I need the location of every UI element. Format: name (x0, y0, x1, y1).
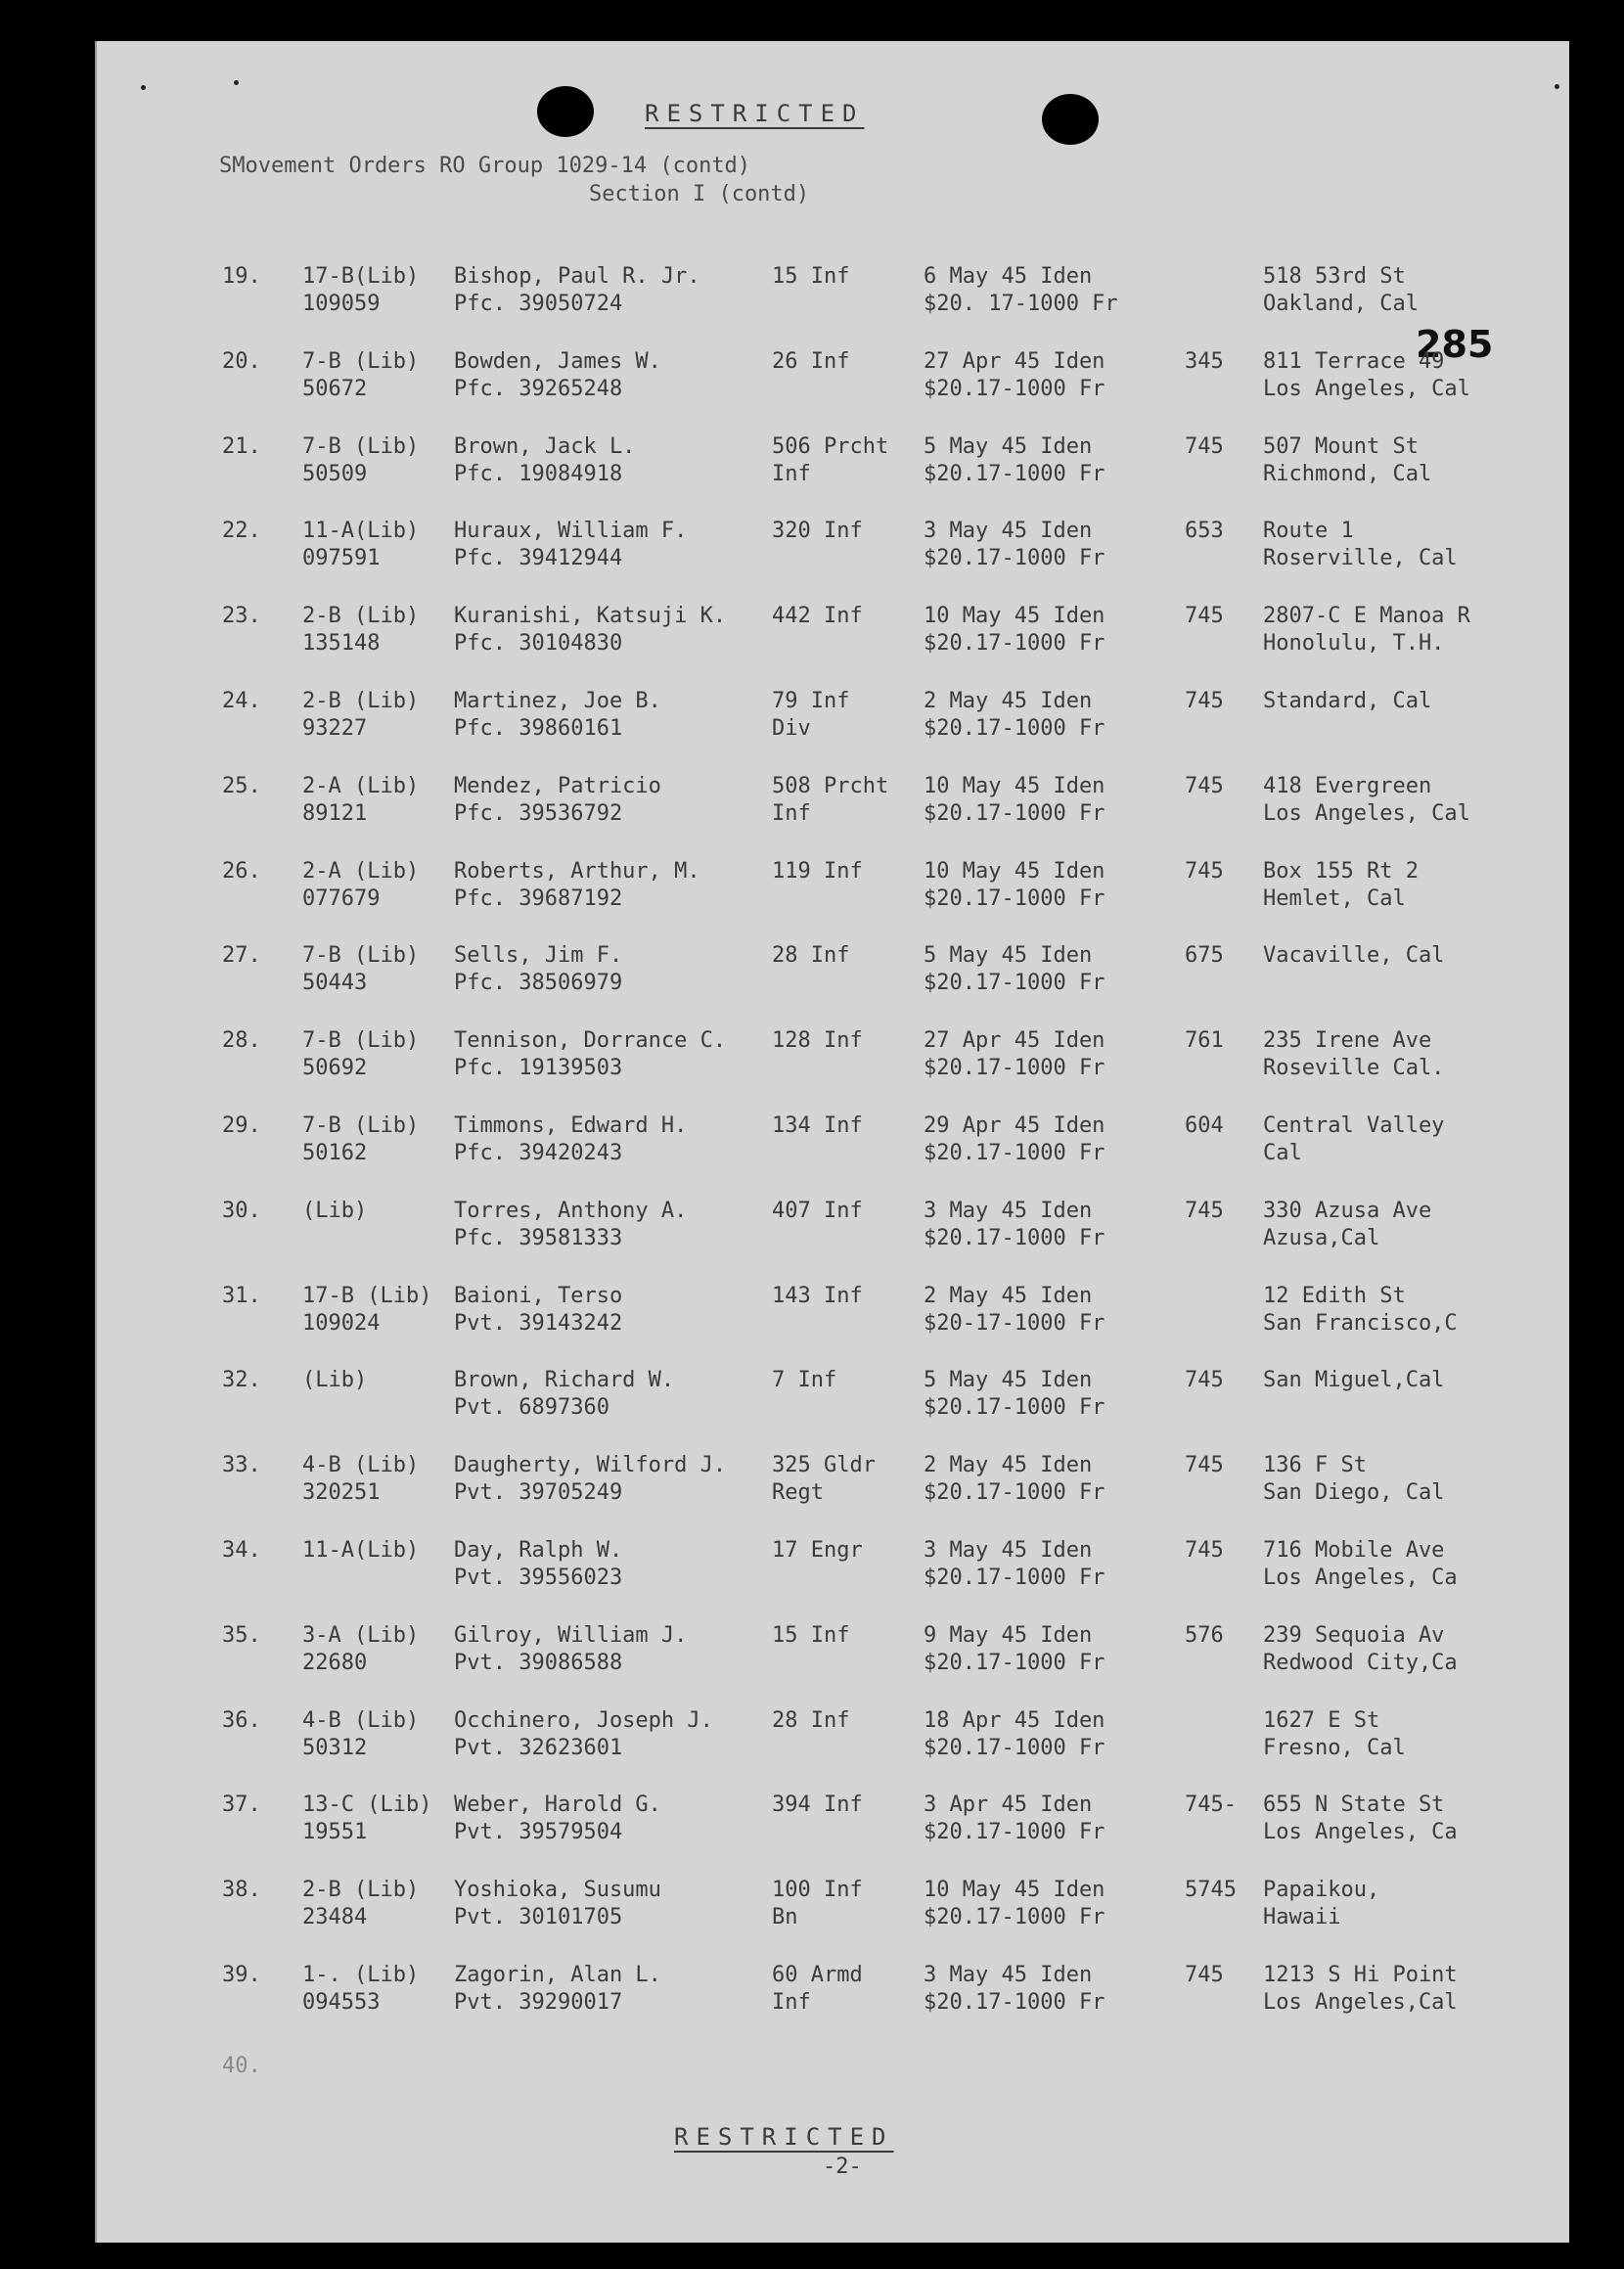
entry-number: 28. (222, 1028, 261, 1054)
soldier-name: Bowden, James W. (454, 348, 661, 374)
unit-serial: 89121 (302, 800, 368, 826)
unit-code: 7-B (Lib) (302, 1028, 420, 1054)
pay-info: $20.17-1000 Fr (924, 1650, 1105, 1675)
organization: 17 Engr (772, 1537, 863, 1563)
table-row (97, 518, 1569, 603)
organization: 128 Inf (772, 1028, 863, 1054)
address-line-2: Los Angeles, Ca (1263, 1820, 1458, 1845)
soldier-name: Torres, Anthony A. (454, 1198, 688, 1223)
address-line-2: Azusa,Cal (1263, 1225, 1380, 1250)
travel-code: 5745 (1185, 1878, 1237, 1903)
entry-number: 36. (222, 1707, 261, 1733)
pay-info: $20.17-1000 Fr (924, 546, 1105, 571)
rank-serial: Pfc. 39420243 (454, 1140, 623, 1165)
roster-list (97, 263, 1569, 2047)
rank-serial: Pfc. 39265248 (454, 376, 623, 401)
rank-serial: Pvt. 6897360 (454, 1395, 609, 1421)
travel-code: 745 (1185, 1537, 1224, 1563)
order-header-line: SMovement Orders RO Group 1029-14 (contd) (219, 154, 751, 178)
pay-info: $20.17-1000 Fr (924, 1989, 1105, 2015)
unit-serial: 22680 (302, 1650, 368, 1675)
release-date: 18 Apr 45 Iden (924, 1707, 1105, 1733)
pay-info: $20.17-1000 Fr (924, 885, 1105, 911)
pay-info: $20.17-1000 Fr (924, 1395, 1105, 1421)
travel-code: 345 (1185, 348, 1224, 374)
pay-info: $20.17-1000 Fr (924, 631, 1105, 657)
address-line-1: 655 N State St (1263, 1793, 1445, 1818)
address-line-2: Cal (1263, 1140, 1302, 1165)
table-row (97, 773, 1569, 858)
entry-number: 31. (222, 1283, 261, 1308)
release-date: 5 May 45 Iden (924, 1368, 1093, 1393)
unit-serial: 50443 (302, 971, 368, 996)
address-line-2: Oakland, Cal (1263, 292, 1419, 316)
travel-code: 761 (1185, 1028, 1224, 1054)
soldier-name: Timmons, Edward H. (454, 1112, 688, 1138)
soldier-name: Brown, Jack L. (454, 433, 636, 459)
release-date: 29 Apr 45 Iden (924, 1112, 1105, 1138)
rank-serial: Pvt. 39556023 (454, 1565, 623, 1590)
table-row (97, 1452, 1569, 1537)
rank-serial: Pfc. 39860161 (454, 715, 623, 741)
unit-code: 7-B (Lib) (302, 1112, 420, 1138)
table-row (97, 1622, 1569, 1707)
soldier-name: Tennison, Dorrance C. (454, 1028, 727, 1054)
unit-code: 7-B (Lib) (302, 943, 420, 969)
address-line-2: San Diego, Cal (1263, 1480, 1445, 1506)
release-date: 10 May 45 Iden (924, 1878, 1105, 1903)
pay-info: $20.17-1000 Fr (924, 800, 1105, 826)
address-line-2: Los Angeles, Ca (1263, 1565, 1458, 1590)
organization: 60 Armd (772, 1962, 863, 1987)
punch-hole (537, 86, 594, 137)
address-line-1: 716 Mobile Ave (1263, 1537, 1445, 1563)
unit-serial: 135148 (302, 631, 381, 657)
travel-code: 745 (1185, 1962, 1224, 1987)
unit-code: 13-C (Lib) (302, 1793, 432, 1818)
address-line-2: Los Angeles, Cal (1263, 800, 1470, 826)
address-line-1: 418 Evergreen (1263, 773, 1432, 798)
unit-serial: 19551 (302, 1820, 368, 1845)
table-row (97, 348, 1569, 433)
release-date: 10 May 45 Iden (924, 773, 1105, 798)
organization: 100 Inf (772, 1878, 863, 1903)
address-line-1: 507 Mount St (1263, 433, 1419, 459)
restricted-banner-top: RESTRICTED (645, 100, 865, 127)
organization-detail: Inf (772, 1989, 811, 2015)
rank-serial: Pvt. 30101705 (454, 1905, 623, 1930)
unit-code: 3-A (Lib) (302, 1622, 420, 1648)
table-row (97, 433, 1569, 519)
address-line-1: 518 53rd St (1263, 264, 1406, 289)
rank-serial: Pfc. 39581333 (454, 1225, 623, 1250)
pay-info: $20. 17-1000 Fr (924, 292, 1118, 316)
organization: 119 Inf (772, 858, 863, 884)
rank-serial: Pvt. 39290017 (454, 1989, 623, 2015)
travel-code: 745 (1185, 858, 1224, 884)
unit-serial: 109024 (302, 1310, 381, 1336)
entry-number: 23. (222, 604, 261, 629)
section-header-line: Section I (contd) (589, 182, 810, 206)
travel-code: 745 (1185, 1198, 1224, 1223)
address-line-2: Los Angeles, Cal (1263, 376, 1470, 401)
organization: 407 Inf (772, 1198, 863, 1223)
rank-serial: Pvt. 39579504 (454, 1820, 623, 1845)
address-line-1: 12 Edith St (1263, 1283, 1406, 1308)
release-date: 10 May 45 Iden (924, 604, 1105, 629)
rank-serial: Pfc. 30104830 (454, 631, 623, 657)
rank-serial: Pvt. 39086588 (454, 1650, 623, 1675)
address-line-2: Honolulu, T.H. (1263, 631, 1445, 657)
soldier-name: Weber, Harold G. (454, 1793, 661, 1818)
rank-serial: Pvt. 39143242 (454, 1310, 623, 1336)
pay-info: $20.17-1000 Fr (924, 715, 1105, 741)
address-line-1: Route 1 (1263, 519, 1354, 544)
table-row (97, 1198, 1569, 1283)
soldier-name: Baioni, Terso (454, 1283, 623, 1308)
travel-code: 604 (1185, 1112, 1224, 1138)
address-line-2: Richmond, Cal (1263, 461, 1432, 486)
unit-code: 7-B (Lib) (302, 348, 420, 374)
organization-detail: Regt (772, 1480, 824, 1506)
unit-serial: 50312 (302, 1735, 368, 1760)
pay-info: $20-17-1000 Fr (924, 1310, 1105, 1336)
speck (141, 85, 146, 90)
unit-code: 17-B (Lib) (302, 1283, 432, 1308)
release-date: 6 May 45 Iden (924, 264, 1093, 289)
organization: 7 Inf (772, 1368, 837, 1393)
entry-number: 30. (222, 1198, 261, 1223)
unit-serial: 097591 (302, 546, 381, 571)
pay-info: $20.17-1000 Fr (924, 1225, 1105, 1250)
unit-code: 2-A (Lib) (302, 773, 420, 798)
unit-code: 4-B (Lib) (302, 1453, 420, 1478)
table-row (97, 603, 1569, 688)
travel-code: 745- (1185, 1793, 1237, 1818)
table-row (97, 1112, 1569, 1198)
table-row (97, 688, 1569, 773)
speck (1555, 84, 1559, 89)
table-row (97, 1877, 1569, 1962)
table-row (97, 1707, 1569, 1793)
rank-serial: Pfc. 19139503 (454, 1056, 623, 1081)
address-line-2: Fresno, Cal (1263, 1735, 1406, 1760)
soldier-name: Kuranishi, Katsuji K. (454, 604, 727, 629)
address-line-2: Redwood City,Ca (1263, 1650, 1458, 1675)
unit-serial: 23484 (302, 1905, 368, 1930)
unit-code: 2-A (Lib) (302, 858, 420, 884)
unit-serial: 109059 (302, 292, 381, 316)
soldier-name: Gilroy, William J. (454, 1622, 688, 1648)
entry-number: 38. (222, 1878, 261, 1903)
soldier-name: Day, Ralph W. (454, 1537, 623, 1563)
soldier-name: Yoshioka, Susumu (454, 1878, 661, 1903)
address-line-1: San Miguel,Cal (1263, 1368, 1445, 1393)
organization: 15 Inf (772, 1622, 850, 1648)
document-page (95, 41, 1569, 2243)
table-row (97, 1792, 1569, 1877)
release-date: 27 Apr 45 Iden (924, 1028, 1105, 1054)
organization: 442 Inf (772, 604, 863, 629)
organization: 508 Prcht (772, 773, 889, 798)
soldier-name: Bishop, Paul R. Jr. (454, 264, 700, 289)
soldier-name: Martinez, Joe B. (454, 688, 661, 713)
unit-code: 2-B (Lib) (302, 688, 420, 713)
unit-code: 4-B (Lib) (302, 1707, 420, 1733)
pay-info: $20.17-1000 Fr (924, 376, 1105, 401)
table-row (97, 858, 1569, 943)
address-line-1: 811 Terrace 49 (1263, 348, 1445, 374)
pay-info: $20.17-1000 Fr (924, 1140, 1105, 1165)
organization: 28 Inf (772, 943, 850, 969)
rank-serial: Pfc. 39687192 (454, 885, 623, 911)
unit-code: 7-B (Lib) (302, 433, 420, 459)
organization: 143 Inf (772, 1283, 863, 1308)
release-date: 10 May 45 Iden (924, 858, 1105, 884)
unit-code: 17-B(Lib) (302, 264, 420, 289)
unit-serial: 320251 (302, 1480, 381, 1506)
restricted-banner-bottom: RESTRICTED (674, 2123, 894, 2151)
unit-code: 11-A(Lib) (302, 1537, 420, 1563)
rank-serial: Pvt. 39705249 (454, 1480, 623, 1506)
travel-code: 745 (1185, 1368, 1224, 1393)
address-line-1: Central Valley (1263, 1112, 1445, 1138)
organization: 325 Gldr (772, 1453, 876, 1478)
entry-number: 39. (222, 1962, 261, 1987)
entry-number: 27. (222, 943, 261, 969)
organization-detail: Inf (772, 800, 811, 826)
unit-serial: 50509 (302, 461, 368, 486)
punch-hole (1042, 94, 1099, 145)
entry-number: 37. (222, 1793, 261, 1818)
rank-serial: Pvt. 32623601 (454, 1735, 623, 1760)
table-row (97, 942, 1569, 1027)
address-line-1: Standard, Cal (1263, 688, 1432, 713)
entry-number: 33. (222, 1453, 261, 1478)
pay-info: $20.17-1000 Fr (924, 1735, 1105, 1760)
travel-code: 745 (1185, 433, 1224, 459)
soldier-name: Occhinero, Joseph J. (454, 1707, 713, 1733)
soldier-name: Mendez, Patricio (454, 773, 661, 798)
organization: 28 Inf (772, 1707, 850, 1733)
unit-serial: 50672 (302, 376, 368, 401)
release-date: 2 May 45 Iden (924, 688, 1093, 713)
address-line-2: Los Angeles,Cal (1263, 1989, 1458, 2015)
travel-code: 653 (1185, 519, 1224, 544)
unit-code: 1-. (Lib) (302, 1962, 420, 1987)
rank-serial: Pfc. 39412944 (454, 546, 623, 571)
entry-number: 19. (222, 264, 261, 289)
speck (234, 80, 239, 85)
entry-number: 32. (222, 1368, 261, 1393)
table-row (97, 1027, 1569, 1112)
soldier-name: Daugherty, Wilford J. (454, 1453, 727, 1478)
address-line-2: Roserville, Cal (1263, 546, 1458, 571)
organization: 134 Inf (772, 1112, 863, 1138)
pay-info: $20.17-1000 Fr (924, 1056, 1105, 1081)
entry-number: 35. (222, 1622, 261, 1648)
organization: 26 Inf (772, 348, 850, 374)
unit-code: 2-B (Lib) (302, 1878, 420, 1903)
address-line-1: Papaikou, (1263, 1878, 1380, 1903)
organization-detail: Div (772, 715, 811, 741)
unit-code: (Lib) (302, 1198, 368, 1223)
pay-info: $20.17-1000 Fr (924, 1480, 1105, 1506)
travel-code: 745 (1185, 604, 1224, 629)
address-line-2: Hawaii (1263, 1905, 1341, 1930)
rank-serial: Pfc. 39050724 (454, 292, 623, 316)
travel-code: 745 (1185, 688, 1224, 713)
address-line-1: 1213 S Hi Point (1263, 1962, 1458, 1987)
address-line-2: Roseville Cal. (1263, 1056, 1445, 1081)
entry-number: 25. (222, 773, 261, 798)
organization: 79 Inf (772, 688, 850, 713)
address-line-1: Vacaville, Cal (1263, 943, 1445, 969)
release-date: 3 Apr 45 Iden (924, 1793, 1093, 1818)
soldier-name: Brown, Richard W. (454, 1368, 675, 1393)
pay-info: $20.17-1000 Fr (924, 461, 1105, 486)
unit-serial: 077679 (302, 885, 381, 911)
rank-serial: Pfc. 38506979 (454, 971, 623, 996)
entry-number: 34. (222, 1537, 261, 1563)
unit-code: (Lib) (302, 1368, 368, 1393)
address-line-2: Hemlet, Cal (1263, 885, 1406, 911)
organization: 394 Inf (772, 1793, 863, 1818)
table-row (97, 1962, 1569, 2047)
travel-code: 745 (1185, 773, 1224, 798)
entry-number: 26. (222, 858, 261, 884)
address-line-1: 1627 E St (1263, 1707, 1380, 1733)
soldier-name: Roberts, Arthur, M. (454, 858, 700, 884)
travel-code: 745 (1185, 1453, 1224, 1478)
release-date: 5 May 45 Iden (924, 433, 1093, 459)
organization-detail: Inf (772, 461, 811, 486)
travel-code: 576 (1185, 1622, 1224, 1648)
trailing-entry-number: 40. (222, 2054, 261, 2078)
travel-code: 675 (1185, 943, 1224, 969)
unit-code: 2-B (Lib) (302, 604, 420, 629)
pay-info: $20.17-1000 Fr (924, 1905, 1105, 1930)
release-date: 2 May 45 Iden (924, 1453, 1093, 1478)
table-row (97, 263, 1569, 348)
release-date: 5 May 45 Iden (924, 943, 1093, 969)
table-row (97, 1537, 1569, 1622)
release-date: 3 May 45 Iden (924, 1537, 1093, 1563)
release-date: 9 May 45 Iden (924, 1622, 1093, 1648)
unit-serial: 93227 (302, 715, 368, 741)
release-date: 3 May 45 Iden (924, 1962, 1093, 1987)
table-row (97, 1367, 1569, 1452)
entry-number: 29. (222, 1112, 261, 1138)
entry-number: 22. (222, 519, 261, 544)
unit-serial: 50162 (302, 1140, 368, 1165)
address-line-1: Box 155 Rt 2 (1263, 858, 1419, 884)
unit-serial: 094553 (302, 1989, 381, 2015)
entry-number: 21. (222, 433, 261, 459)
entry-number: 20. (222, 348, 261, 374)
address-line-2: San Francisco,C (1263, 1310, 1458, 1336)
soldier-name: Sells, Jim F. (454, 943, 623, 969)
address-line-1: 330 Azusa Ave (1263, 1198, 1432, 1223)
page-number: -2- (823, 2155, 862, 2179)
pay-info: $20.17-1000 Fr (924, 971, 1105, 996)
pay-info: $20.17-1000 Fr (924, 1820, 1105, 1845)
organization: 15 Inf (772, 264, 850, 289)
address-line-1: 239 Sequoia Av (1263, 1622, 1445, 1648)
entry-number: 24. (222, 688, 261, 713)
rank-serial: Pfc. 19084918 (454, 461, 623, 486)
address-line-1: 136 F St (1263, 1453, 1367, 1478)
release-date: 27 Apr 45 Iden (924, 348, 1105, 374)
release-date: 3 May 45 Iden (924, 1198, 1093, 1223)
page-stamp-number: 285 (1416, 323, 1494, 366)
release-date: 2 May 45 Iden (924, 1283, 1093, 1308)
organization: 320 Inf (772, 519, 863, 544)
table-row (97, 1283, 1569, 1368)
soldier-name: Huraux, William F. (454, 519, 688, 544)
address-line-1: 235 Irene Ave (1263, 1028, 1432, 1054)
unit-code: 11-A(Lib) (302, 519, 420, 544)
pay-info: $20.17-1000 Fr (924, 1565, 1105, 1590)
rank-serial: Pfc. 39536792 (454, 800, 623, 826)
organization-detail: Bn (772, 1905, 798, 1930)
unit-serial: 50692 (302, 1056, 368, 1081)
soldier-name: Zagorin, Alan L. (454, 1962, 661, 1987)
address-line-1: 2807-C E Manoa R (1263, 604, 1470, 629)
organization: 506 Prcht (772, 433, 889, 459)
release-date: 3 May 45 Iden (924, 519, 1093, 544)
